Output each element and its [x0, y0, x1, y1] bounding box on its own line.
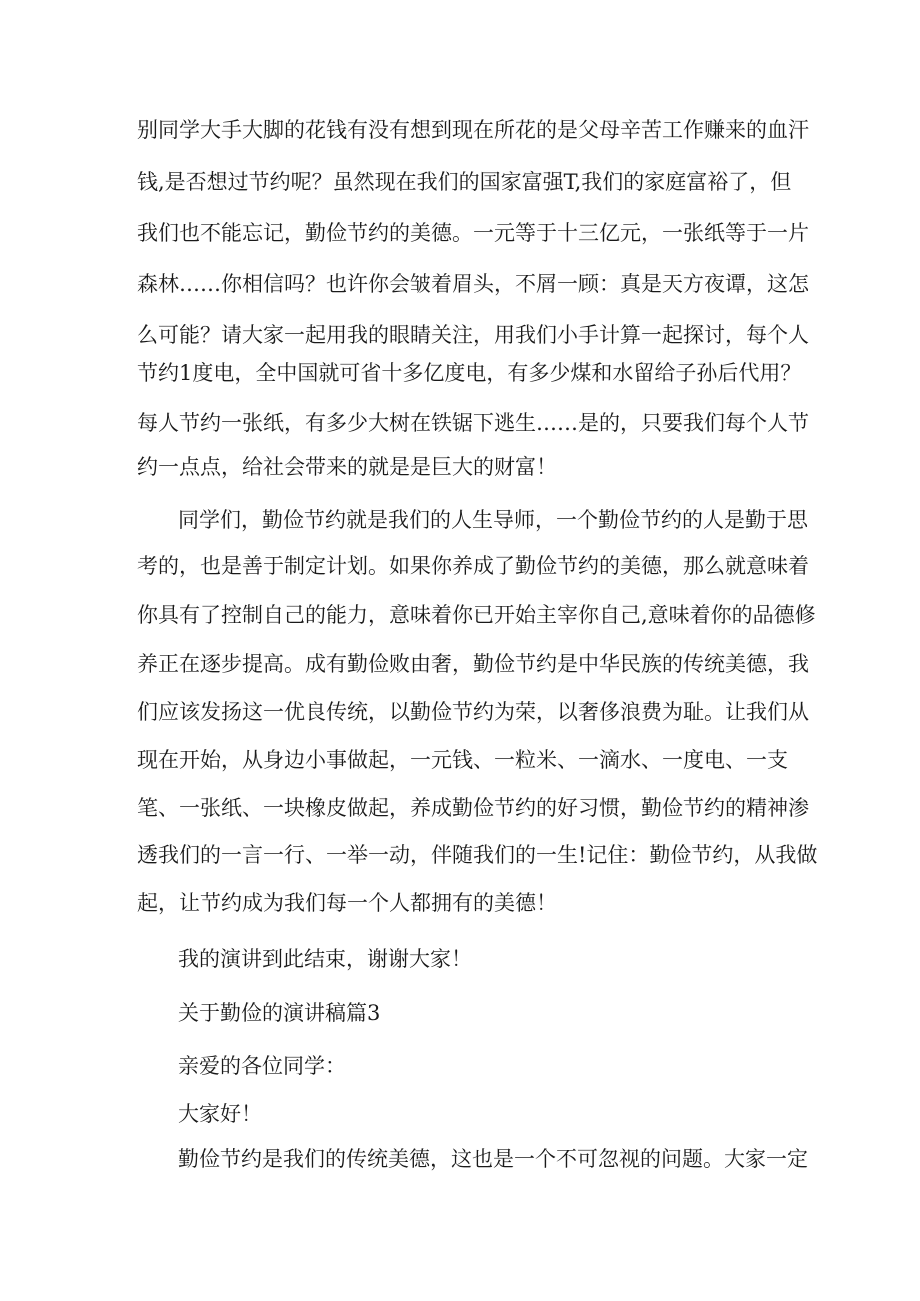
paragraph-2-line-1: 同学们，勤俭节约就是我们的人生导师，一个勤俭节约的人是勤于思: [178, 508, 808, 532]
section-title: 关于勤俭的演讲稿篇3: [178, 1001, 381, 1025]
paragraph-1-line-3: 我们也不能忘记，勤俭节约的美德。一元等于十三亿元，一张纸等于一片: [137, 221, 809, 245]
greeting: 大家好！: [178, 1102, 262, 1126]
paragraph-1-line-6: 节约1度电，全中国就可省十多亿度电，有多少煤和水留给子孙后代用？: [137, 361, 802, 385]
paragraph-3-line-1: 勤俭节约是我们的传统美德，这也是一个不可忽视的问题。大家一定: [178, 1147, 808, 1171]
paragraph-2-line-5: 们应该发扬这一优良传统，以勤俭节约为荣，以奢侈浪费为耻。让我们从: [137, 700, 809, 724]
paragraph-2-line-9: 起，让节约成为我们每一个人都拥有的美德！: [137, 891, 557, 915]
paragraph-1-line-2: 钱,是否想过节约呢？虽然现在我们的国家富强T,我们的家庭富裕了，但: [137, 170, 792, 194]
salutation: 亲爱的各位同学：: [178, 1054, 346, 1078]
paragraph-2-line-6: 现在开始，从身边小事做起，一元钱、一粒米、一滴水、一度电、一支: [137, 748, 788, 772]
paragraph-2-line-4: 养正在逐步提高。成有勤俭败由奢，勤俭节约是中华民族的传统美德，我: [137, 652, 809, 676]
paragraph-2-line-8: 透我们的一言一行、一举一动，伴随我们的一生!记住：勤俭节约，从我做: [137, 843, 818, 867]
paragraph-1-line-8: 约一点点，给社会带来的就是是巨大的财富！: [137, 455, 557, 479]
paragraph-2-line-3: 你具有了控制自己的能力，意味着你已开始主宰你自己,意味着你的品德修: [137, 603, 816, 627]
paragraph-2-line-7: 笔、一张纸、一块橡皮做起，养成勤俭节约的好习惯，勤俭节约的精神渗: [137, 796, 809, 820]
closing-line: 我的演讲到此结束，谢谢大家！: [178, 947, 472, 971]
paragraph-1-line-4: 森林……你相信吗？也许你会皱着眉头，不屑一顾：真是天方夜谭，这怎: [137, 272, 809, 296]
paragraph-1-line-7: 每人节约一张纸，有多少大树在铁锯下逃生……是的，只要我们每个人节: [137, 411, 809, 435]
paragraph-1-line-1: 别同学大手大脚的花钱有没有想到现在所花的是父母辛苦工作赚来的血汗: [137, 118, 809, 142]
paragraph-2-line-2: 考的，也是善于制定计划。如果你养成了勤俭节约的美德，那么就意味着: [137, 554, 809, 578]
paragraph-1-line-5: 么可能？请大家一起用我的眼睛关注，用我们小手计算一起探讨，每个人: [137, 323, 809, 347]
